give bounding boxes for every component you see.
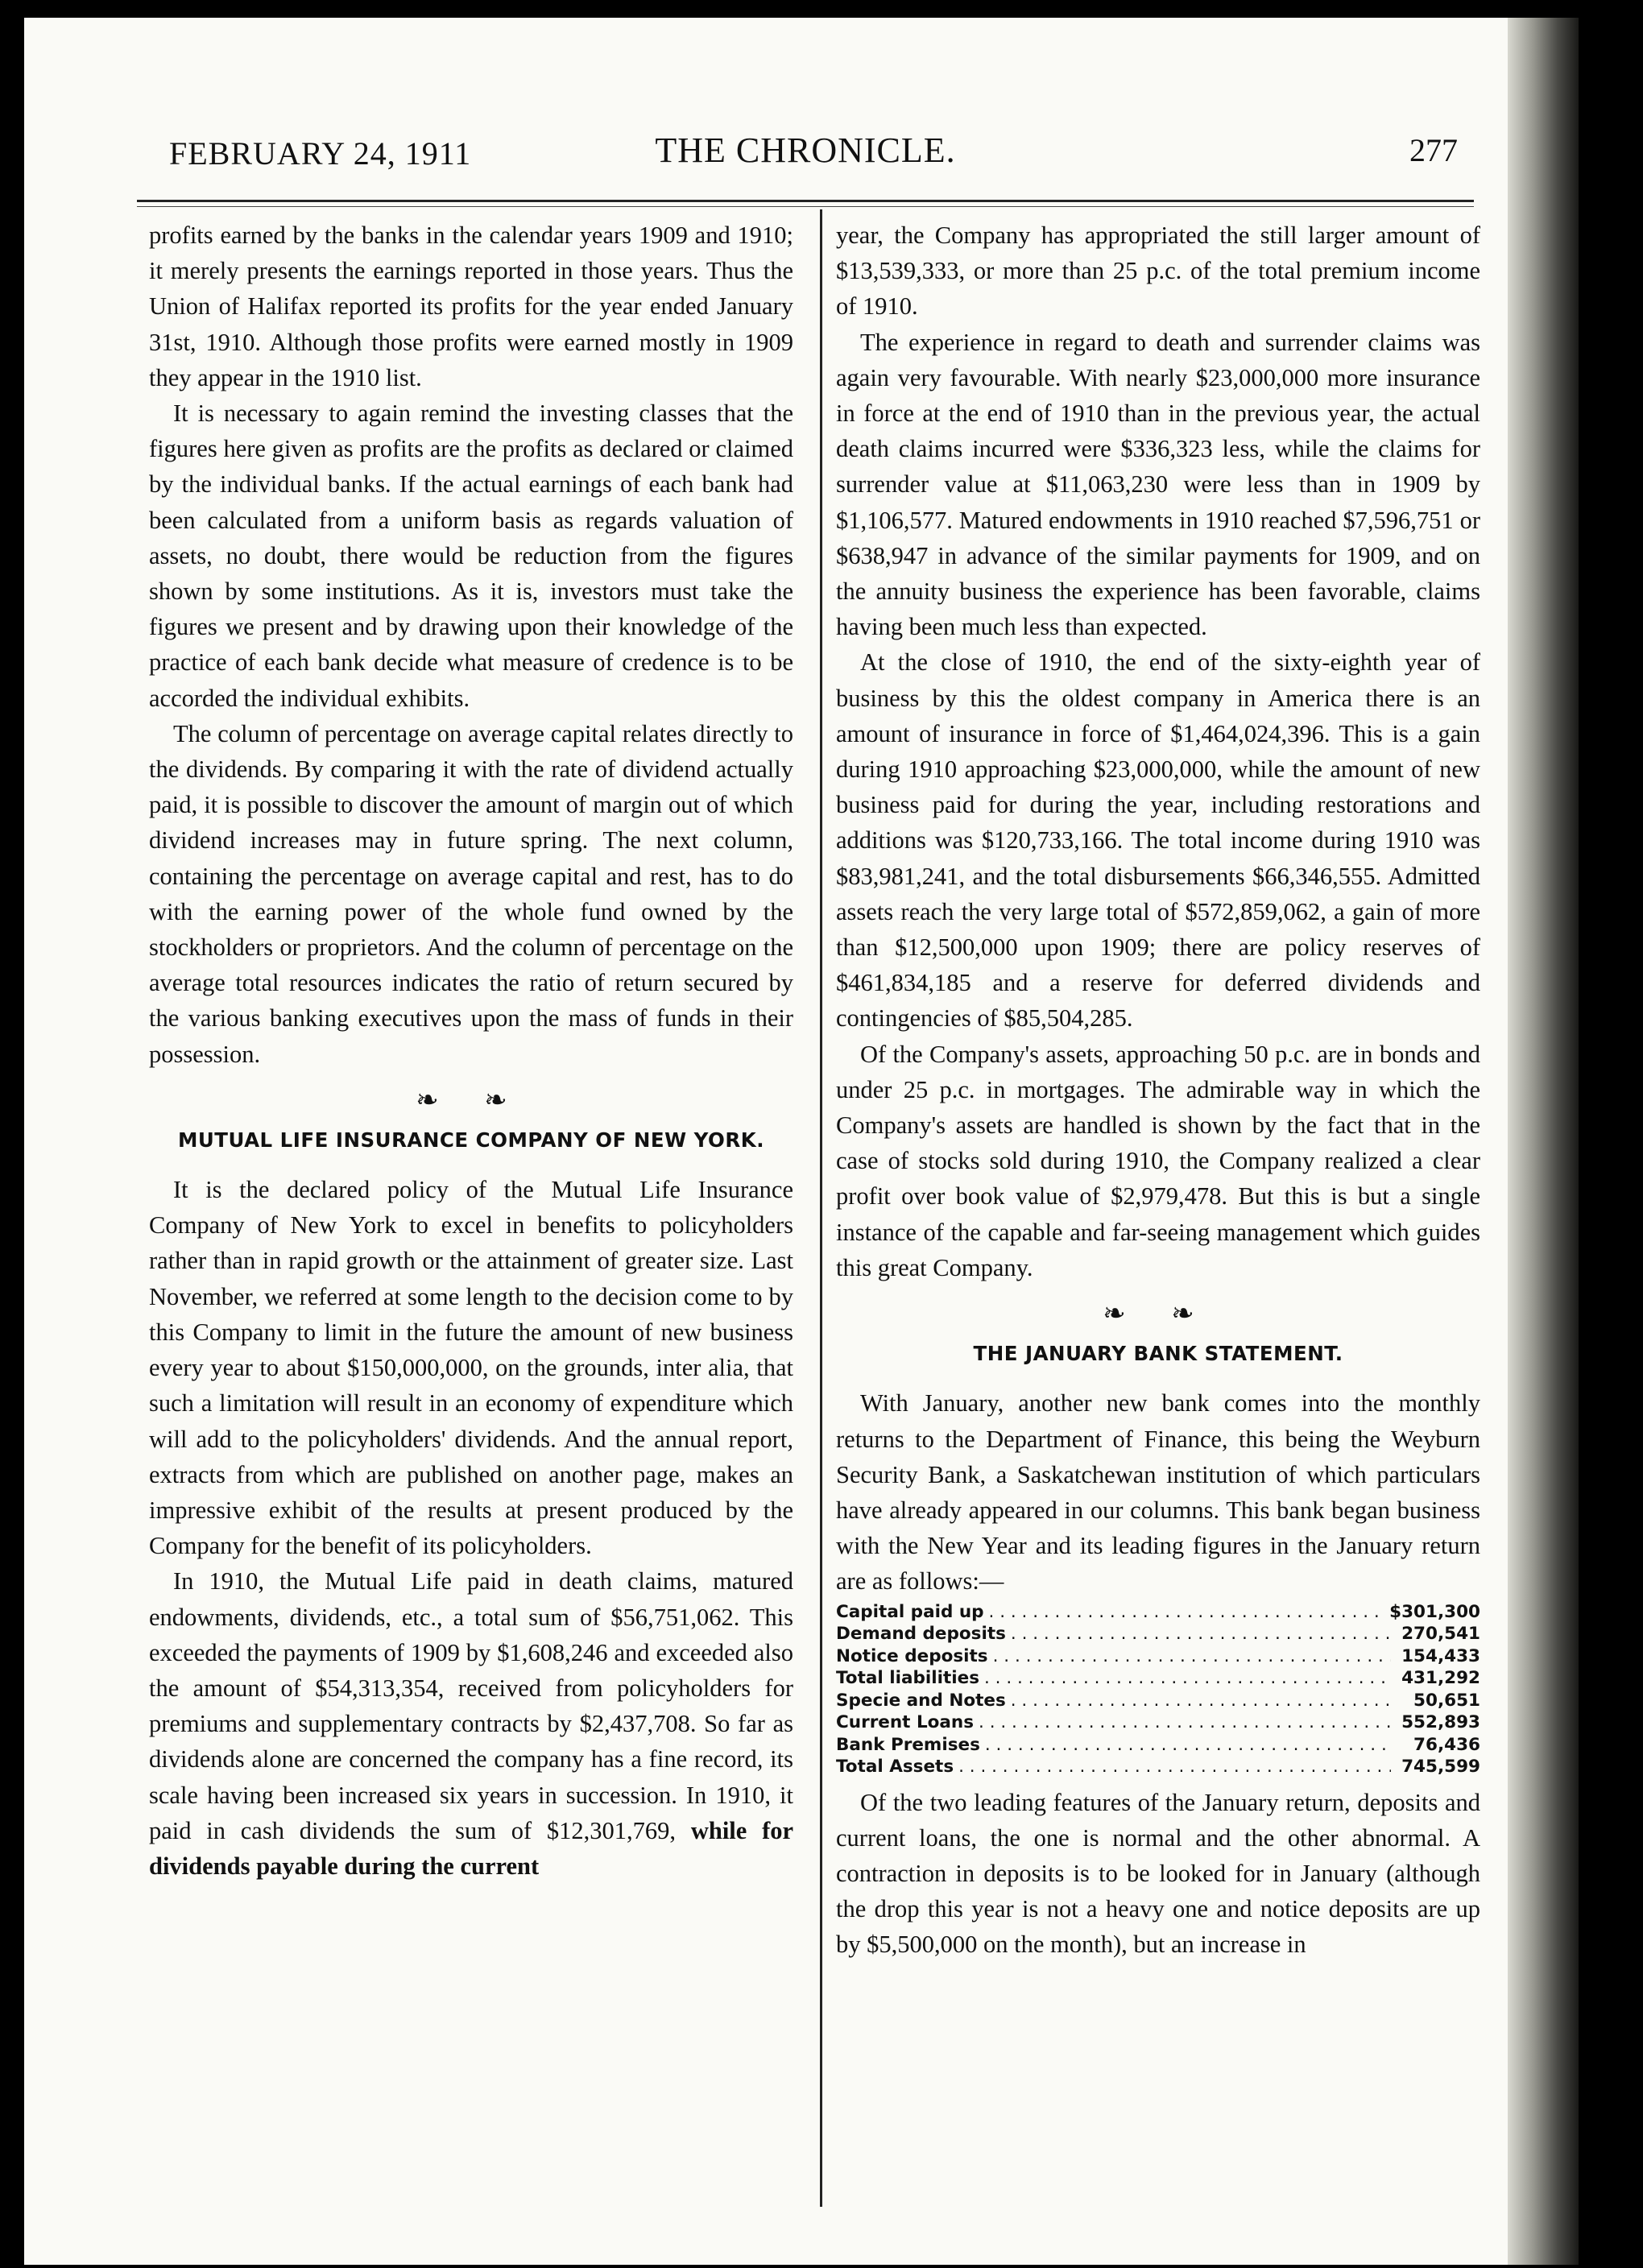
table-row	[836, 1667, 1480, 1690]
leader-dots	[979, 1711, 1391, 1734]
paragraph-text: In 1910, the Mutual Life paid in death claims, matured endowments, dividends, etc., a total sum of $56,751,062. This exceeded the payments of 1909 by $1,608,246 and exceeded also the amount of $54,313,354, received from policyholders for premiums and supplementary contracts by $2,437,708. So far as dividends alone are concerned the company has a fine record, its scale having been increased six years in succession. In 1910, it paid in cash dividends the sum of $12,301,769,	[149, 1567, 793, 1844]
paragraph	[149, 1563, 793, 1884]
row-value: 154,433	[1401, 1645, 1480, 1666]
row-value: $301,300	[1389, 1601, 1480, 1622]
table-row	[836, 1734, 1480, 1757]
row-value: 745,599	[1401, 1757, 1480, 1778]
section-ornament: ❧ ❧	[416, 1085, 527, 1115]
leader-dots	[1011, 1690, 1391, 1712]
paragraph: The column of percentage on average capital relates directly to the dividends. By comparing it with the rate of dividend actually paid, it is possible to discover the amount of margin out of which dividend increases may in future spring. The next column, containing the percentage on average capital and rest, has to do with the earning power of the whole fund owned by the stockholders or proprietors. And the column of percentage on the average total resources indicates the ratio of return secured by the various banking executives upon the mass of funds in their possession.	[149, 719, 793, 1068]
row-value: 552,893	[1401, 1712, 1480, 1733]
paragraph: With January, another new bank comes into the monthly returns to the Department of Finance, this being the Weyburn Security Bank, a Saskatchewan institution of which particulars have already appeared in our columns. This bank began business with the New Year and its leading figures in the January return are as follows:—	[836, 1389, 1480, 1595]
page-number: 277	[1409, 132, 1458, 168]
paragraph: It is necessary to again remind the investing classes that the figures here given as profits are the profits as declared or claimed by the individual banks. If the actual earnings of each bank had been calculated from a uniform basis as regards valuation of assets, no doubt, there would be reduction from the figures shown by some institutions. As it is, investors must take the figures we present and by drawing upon their knowledge of the practice of each bank decide what measure of credence is to be accorded the individual exhibits.	[149, 399, 793, 712]
column-divider	[820, 209, 822, 2207]
paragraph: Of the Company's assets, approaching 50 p.c. are in bonds and under 25 p.c. in mortgages. The admirable way in which the Company's assets are handled is shown by the fact that in the case of stocks sold during 1910, the Company realized a clear profit over book value of $2,979,478. But this is but a single instance of the capable and far-seeing management which guides this great Company.	[836, 1040, 1480, 1281]
article-heading: MUTUAL LIFE INSURANCE COMPANY OF NEW YORK.	[177, 1128, 765, 1153]
row-label: Capital paid up	[836, 1601, 984, 1622]
row-value: 270,541	[1401, 1624, 1480, 1645]
row-label: Notice deposits	[836, 1645, 988, 1666]
row-label: Bank Premises	[836, 1734, 980, 1755]
paragraph-bold-text: while for dividends payable during the current	[149, 1816, 794, 1880]
leader-dots	[984, 1667, 1391, 1690]
section-ornament: ❧ ❧	[1103, 1299, 1214, 1330]
header-rule	[137, 200, 1474, 202]
table-row	[836, 1690, 1480, 1712]
article-heading: THE JANUARY BANK STATEMENT.	[973, 1342, 1343, 1366]
table-row	[836, 1645, 1480, 1668]
paragraph: At the close of 1910, the end of the sixty-eighth year of business by this the oldest company in America there is an amount of insurance in force of $1,464,024,396. This is a gain during 1910 approaching $23,000,000, while the amount of new business paid for during the year, including restorations and additions was $120,733,166. The total income during 1910 was $83,981,241, and the total disbursements $66,346,555. Admitted assets reach the very large total of $572,859,062, a gain of more than $12,500,000 upon 1909; there are policy reserves of $461,834,185 and a reserve for deferred dividends and contingencies of $85,504,285.	[836, 648, 1480, 1033]
leader-dots	[989, 1601, 1385, 1624]
table-row	[836, 1601, 1480, 1624]
row-label: Total liabilities	[836, 1668, 979, 1689]
table-row	[836, 1711, 1480, 1734]
leader-dots	[985, 1734, 1391, 1757]
issue-date: FEBRUARY 24, 1911	[169, 135, 472, 172]
row-label: Specie and Notes	[836, 1690, 1006, 1711]
newspaper-page	[24, 18, 1579, 2265]
left-column	[149, 217, 793, 1884]
table-row	[836, 1623, 1480, 1645]
header-rule-thin	[137, 206, 1474, 207]
page-header	[145, 118, 1466, 175]
paragraph: profits earned by the banks in the calendar years 1909 and 1910; it merely presents the earnings reported in those years. Thus the Union of Halifax reported its profits for the year ended January 31st, 1910. Although those profits were earned mostly in 1909 they appear in the 1910 list.	[149, 221, 793, 391]
bank-figures-table	[836, 1601, 1480, 1778]
publication-title: THE CHRONICLE.	[655, 130, 956, 170]
row-label: Total Assets	[836, 1757, 954, 1778]
table-row	[836, 1756, 1480, 1778]
leader-dots	[993, 1645, 1391, 1668]
row-label: Demand deposits	[836, 1624, 1006, 1645]
leader-dots	[1011, 1623, 1391, 1645]
paragraph: Of the two leading features of the January return, deposits and current loans, the one is normal and the other abnormal. A contraction in deposits is to be looked for in January (although the drop this year is not a heavy one and notice deposits are up by $5,500,000 on the month), but an increase in	[836, 1788, 1480, 1959]
leader-dots	[958, 1756, 1391, 1778]
paragraph: The experience in regard to death and surrender claims was again very favourable. With nearly $23,000,000 more insurance in force at the end of 1910 than in the previous year, the actual death claims incurred were $336,323 less, while the claims for surrender value at $11,063,230 were less than in 1909 by $1,106,577. Matured endowments in 1910 reached $7,596,751 or $638,947 in advance of the similar payments for 1909, and on the annuity business the experience has been favorable, claims having been much less than expected.	[836, 328, 1480, 641]
row-label: Current Loans	[836, 1712, 975, 1733]
book-spine-shadow	[1508, 18, 1579, 2265]
row-value: 50,651	[1413, 1690, 1480, 1711]
row-value: 76,436	[1413, 1734, 1480, 1755]
right-column	[836, 217, 1480, 1963]
paragraph: year, the Company has appropriated the still larger amount of $13,539,333, or more than 25 p.c. of the total premium income of 1910.	[836, 221, 1480, 321]
row-value: 431,292	[1401, 1668, 1480, 1689]
paragraph: It is the declared policy of the Mutual Life Insurance Company of New York to excel in benefits to policyholders rather than in rapid growth or the attainment of greater size. Last November, we referred at some length to the decision come to by this Company to limit in the future the amount of new business every year to about $150,000,000, on the grounds, inter alia, that such a limitation will result in an economy of expenditure which will add to the policyholders' dividends. And the annual report, extracts from which are published on another page, makes an impressive exhibit of the results at present produced by the Company for the benefit of its policyholders.	[149, 1176, 793, 1560]
